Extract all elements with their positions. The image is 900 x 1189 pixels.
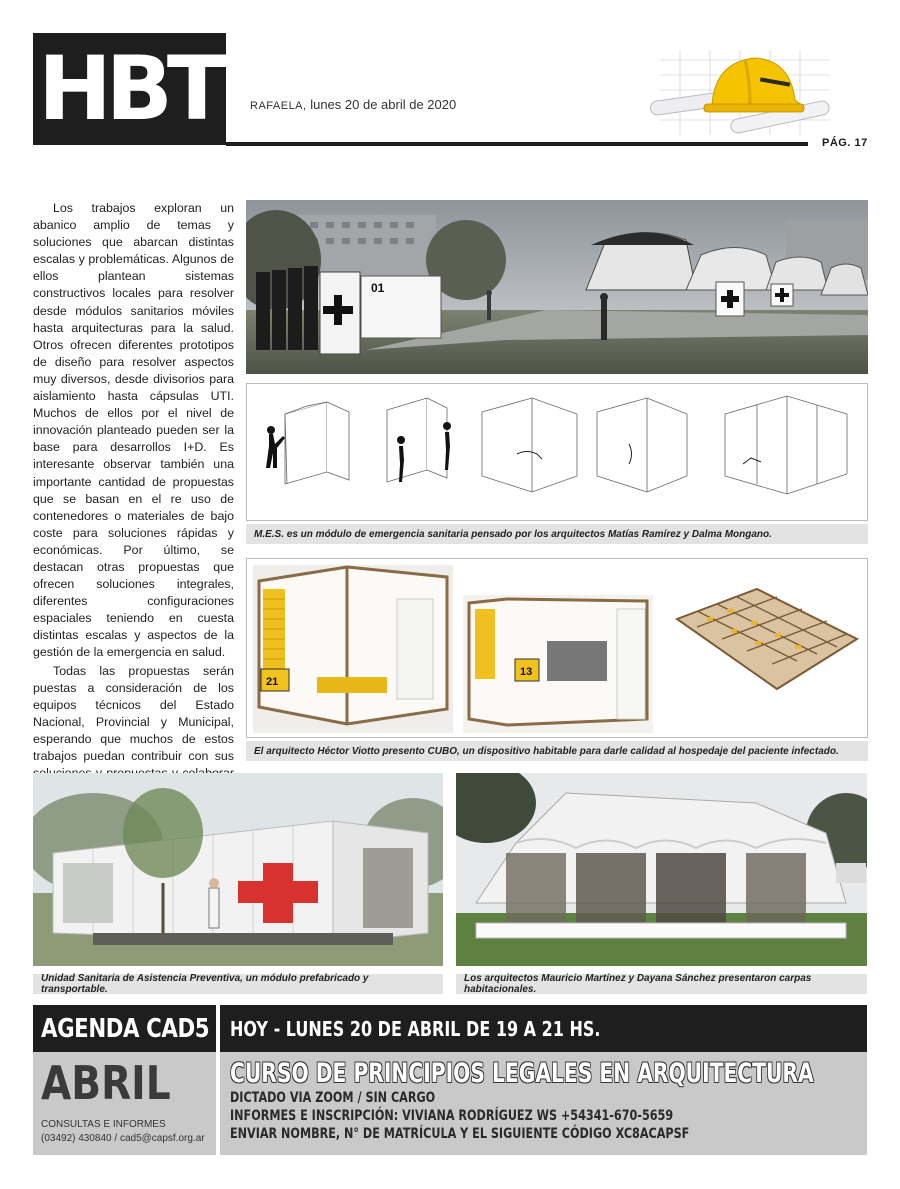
agenda-contact-label: CONSULTAS E INFORMES	[41, 1119, 166, 1130]
carpas-image	[456, 773, 867, 966]
course-line-2: INFORMES E INSCRIPCIÓN: VIVIANA RODRÍGUEZ WS +54341-670-5659	[230, 1108, 674, 1124]
cubo-number-21: 21	[266, 676, 279, 688]
agenda-month: ABRIL	[41, 1056, 171, 1110]
agenda-when-bar	[220, 1005, 867, 1052]
page-number: PÁG. 17	[822, 137, 868, 149]
agenda-contact	[41, 1118, 205, 1146]
agenda-contact-info: (03492) 430840 / cad5@capsf.org.ar	[41, 1133, 205, 1144]
caption-carpas: Los arquitectos Mauricio Martínez y Dayana Sánchez presentaron carpas habitacionales.	[456, 974, 867, 994]
mes-diagrams	[246, 383, 868, 521]
article-paragraph-1: Los trabajos exploran un abanico amplio de temas y soluciones que abarcan distintas escalas y problemáticas. Algunos de ellos plantean sistemas constructivos locales para resolver desde módulos sanitarios móviles hasta arquitecturas para la salud. Otros ofrecen diferentes prototipos de diseño para resolver aspectos muy diversos, desde divisorios para aislamiento hasta cápsulas UTI. Muchos de ellos por el nivel de innovación planteado pueden ser la base para desarrollos I+D. Es interesante observar también una importante cantidad de propuestas que se basan en el re uso de contenedores o materiales de bajo coste para soluciones rápidas y económicas. Por último, se destacan otras propuestas que ofrecen soluciones integrales, diferentes configuraciones espaciales teniendo en cuesta distintas escalas y aspectos de la gestión de la emergencia en salud.	[33, 201, 234, 660]
dateline-city: RAFAELA,	[250, 100, 307, 112]
dateline	[250, 97, 456, 112]
agenda-title: AGENDA CAD5	[41, 1013, 210, 1044]
caption-unidad: Unidad Sanitaria de Asistencia Preventiva, un módulo prefabricado y transportable.	[33, 974, 443, 994]
helmet-illustration	[640, 40, 840, 140]
hbt-logo	[33, 33, 226, 145]
unidad-sanitaria-image	[33, 773, 443, 966]
mes-module-number: 01	[371, 281, 385, 295]
cubo-images	[246, 558, 868, 738]
mes-render-image	[246, 200, 868, 374]
agenda-header	[33, 1005, 216, 1052]
caption-mes: M.E.S. es un módulo de emergencia sanitaria pensado por los arquitectos Matías Ramírez y Dalma Mongano.	[246, 524, 868, 544]
cubo-number-13: 13	[520, 666, 533, 678]
agenda-month-block	[33, 1052, 216, 1155]
article-paragraph-2: Todas las propuestas serán puestas a consideración de los equipos técnicos del Estado Nacional, Provincial y Municipal, esperando que muchos de estos trabajos puedan contribuir con sus	[33, 663, 234, 763]
header-rule	[226, 142, 808, 146]
agenda-when: HOY - LUNES 20 DE ABRIL DE 19 A 21 HS.	[230, 1016, 601, 1041]
dateline-date: lunes 20 de abril de 2020	[310, 97, 457, 112]
agenda-course-block	[220, 1052, 867, 1155]
course-title: CURSO DE PRINCIPIOS LEGALES EN ARQUITECTURA	[230, 1058, 814, 1089]
course-line-1: DICTADO VIA ZOOM / SIN CARGO	[230, 1090, 436, 1106]
caption-cubo: El arquitecto Héctor Viotto presento CUBO, un dispositivo habitable para darle calidad al hospedaje del paciente infectado.	[246, 741, 868, 761]
logo-text: HBT	[38, 37, 221, 140]
course-line-3: ENVIAR NOMBRE, N° DE MATRÍCULA Y EL SIGUIENTE CÓDIGO XC8ACAPSF	[230, 1126, 690, 1142]
article-body	[33, 200, 234, 852]
